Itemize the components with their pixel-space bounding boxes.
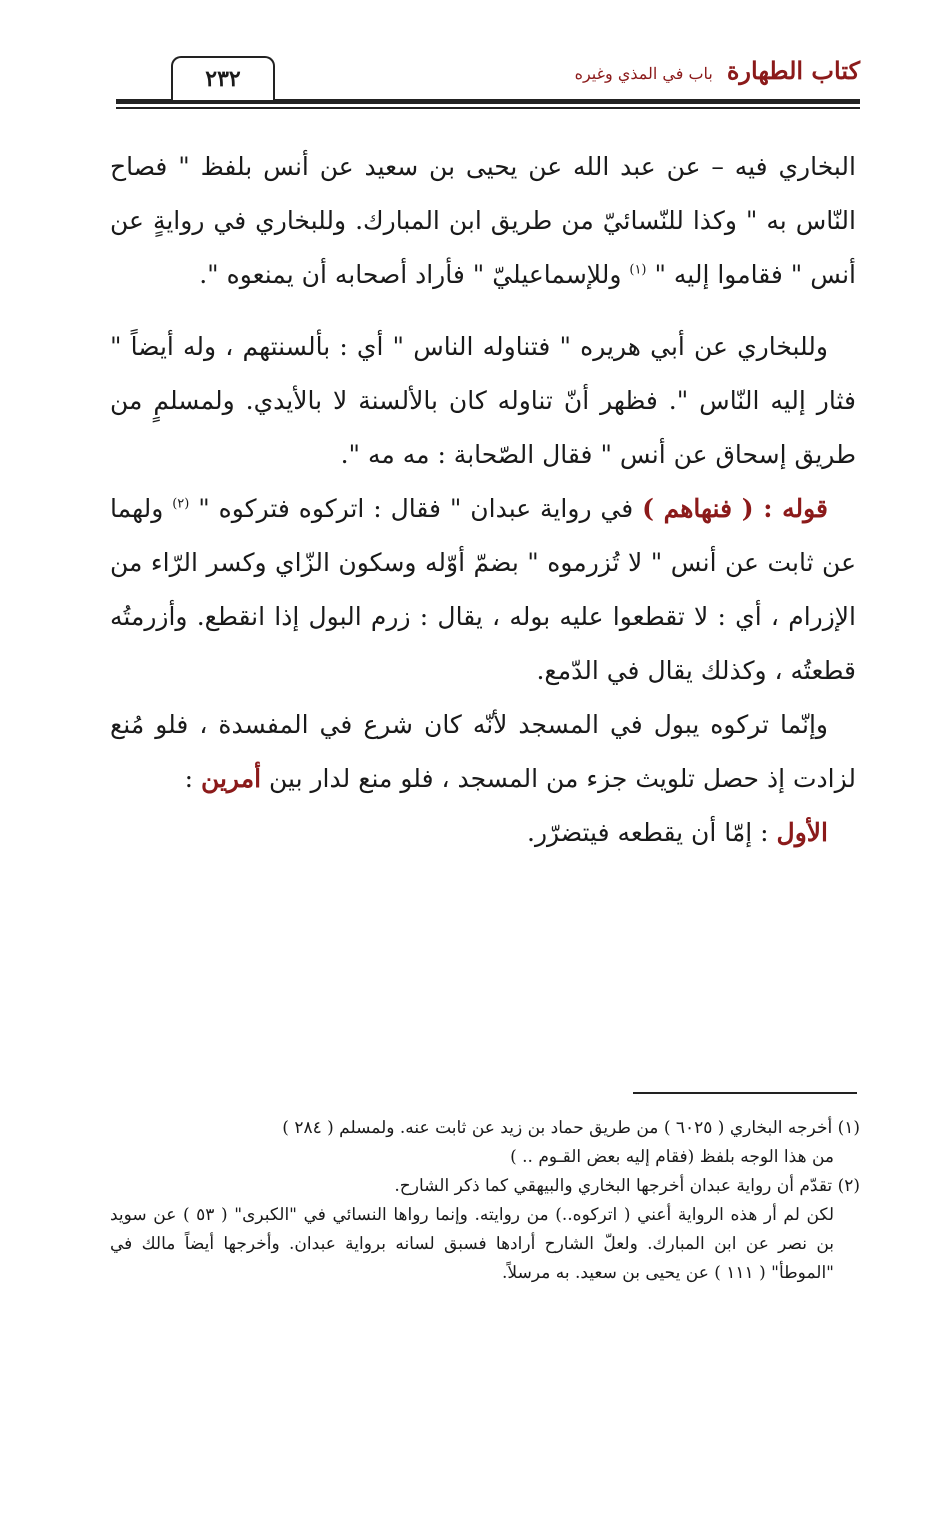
quote-label: قوله : ( فنهاهم ) [642,494,828,523]
paragraph-1: البخاري فيه – عن عبد الله عن يحيى بن سعيد عن أنس بلفظ " فصاح النّاس به " وكذا للنّسائيّ من طريق ابن المبارك. وللبخاري في روايةٍ عن أنس " فقاموا إليه " $^{(١)}$ وللإسماعيليّ " فأراد أصحابه أن يمنعوه ". [110,152,856,289]
footnotes [110,1114,860,1288]
main-text [110,140,856,860]
paragraph-4: وإنّما تركوه يبول في المسجد لأنّه كان شرع في المفسدة ، فلو مُنع لزادت إذ حصل تلويث جزء من المسجد ، فلو منع لدار بين أمرين : [110,710,856,793]
highlight-two-matters: أمرين [200,764,262,793]
paragraph-3: قوله : ( فنهاهم ) في رواية عبدان " فقال : اتركوه فتركوه " $^{(٢)}$ ولهما عن ثابت عن أنس " لا تُزرموه " بضمّ أوّله وسكون الزّاي وكسر الرّاء من الإزرام ، أي : لا تقطعوا عليه بوله ، يقال : زرم البول إذا انقطع. وأزرمتُه قطعتُه ، وكذلك يقال في الدّمع. [110,494,856,685]
footnote-marker-1[interactable]: (١) [629,262,647,278]
page-header [116,52,860,112]
page-number: ٢٣٢ [171,56,275,100]
paragraph-2: وللبخاري عن أبي هريره " فتناوله الناس " أي : بألسنتهم ، وله أيضاً " فثار إليه النّاس ". فظهر أنّ تناوله كان بالألسنة لا بالأيدي. ولمسلمٍ من طريق إسحاق عن أنس " فقال الصّحابة : مه مه ". [110,332,856,469]
first-label: الأول [776,818,828,847]
header-rule-thin [116,107,860,109]
footnote-marker-2[interactable]: (٢) [172,496,190,512]
footnote-2: (٢) تقدّم أن رواية عبدان أخرجها البخاري والبيهقي كما ذكر الشارح. [394,1176,860,1196]
running-title [575,56,860,85]
footnote-separator [633,1092,857,1094]
footnote-1: (١) أخرجه البخاري ( ٦٠٢٥ ) من طريق حماد بن زيد عن ثابت عنه. ولمسلم ( ٢٨٤ ) [282,1118,860,1138]
chapter-title: باب في المذي وغيره [574,64,713,83]
footnote-2-continuation: لكن لم أر هذه الرواية أعني ( اتركوه..) من روايته. وإنما رواها النسائي في "الكبرى" ( ٥٣ ) عن سويد بن نصر عن ابن المبارك. ولعلّ الشارح أرادها فسبق لسانه برواية عبدان. وأخرجها أيضاً مالك في "الموطأ" ( ١١١ ) عن يحيى بن سعيد. به مرسلاً. [110,1205,834,1283]
footnote-1-continuation: من هذا الوجه بلفظ (فقام إليه بعض القـوم .. ) [510,1147,834,1167]
paragraph-5: الأول : إمّا أن يقطعه فيتضرّر. [527,818,828,847]
book-title: كتاب الطهارة [726,56,860,85]
